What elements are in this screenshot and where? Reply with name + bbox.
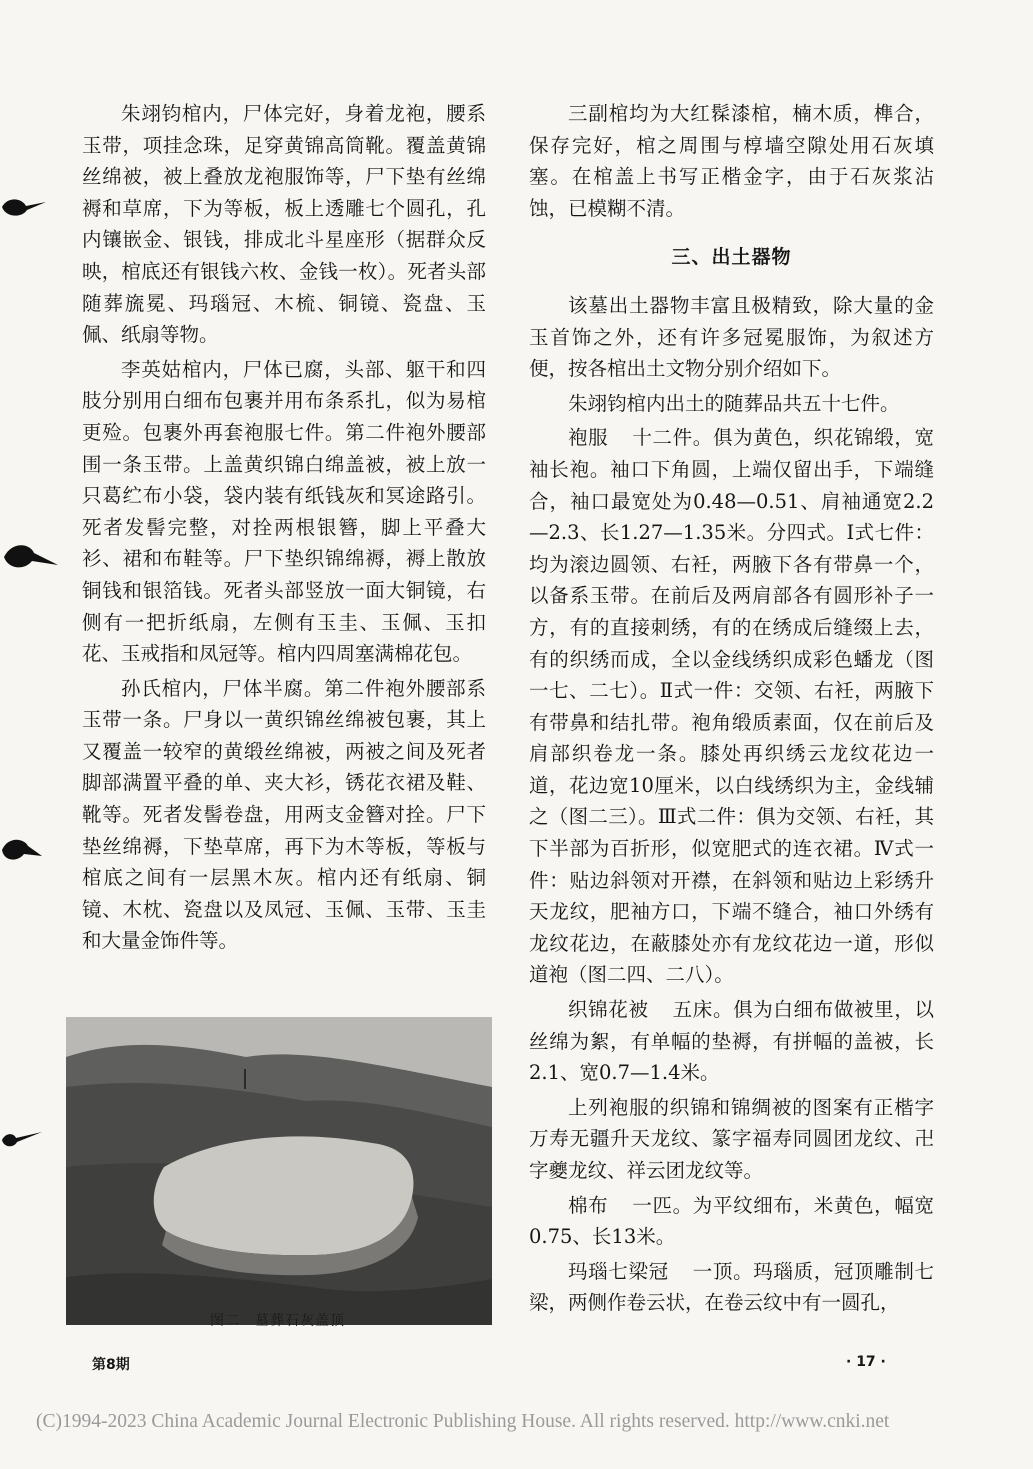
issue-number: 第8期: [92, 1357, 130, 1373]
margin-mark-1: [0, 192, 50, 222]
tomb-photo-image: [66, 1017, 492, 1325]
item-name: 棉布: [568, 1193, 609, 1217]
item-name: 袍服: [568, 426, 609, 450]
right-paragraph-2: 朱翊钧棺内出土的随葬品共五十七件。: [568, 391, 900, 415]
left-paragraph-3: 孙氏棺内，尸体半腐。第二件袍外腰部系玉带一条。尸身以一黄织锦丝绵被包裹，其上又覆盖一较窄的黄缎丝绵被，两被之间及死者脚部满置平叠的单、夹大衫，锈花衣裙及鞋、靴等。死者发髻卷盘，用两支金簪对拴。尸下垫丝绵褥，下垫草席，再下为木等板，等板与棺底之间有一层黑木灰。棺内还有纸扇、铜镜、木枕、瓷盘以及凤冠、玉佩、玉带、玉圭和大量金饰件等。: [82, 676, 486, 953]
item-name: 玛瑙七梁冠: [568, 1259, 669, 1283]
margin-mark-2: [0, 535, 62, 575]
margin-mark-4: [0, 1128, 44, 1152]
copyright-notice: (C)1994-2023 China Academic Journal Electronic Publishing House. All rights reserved. http://www.cnki.net: [36, 1411, 890, 1432]
right-paragraph-1: 该墓出土器物丰富且极精致，除大量的金玉首饰之外，还有许多冠冕服饰，为叙述方便，按各棺出土文物分别介绍如下。: [529, 293, 934, 381]
section-heading: 三、出土器物: [671, 246, 792, 269]
item-text: 十二件。俱为黄色，织花锦缎，宽袖长袍。袖口下角圆，上端仅留出手，下端缝合，袖口最宽处为0.48—0.51、肩袖通宽2.2—2.3、长1.27—1.35米。分四式。Ⅰ式七件：均为滚边圆领、右衽，两腋下各有带鼻一个，以备系玉带。在前后及两肩部各有圆形补子一方，有的直接刺绣，有的在绣成后缝缀上去，有的织绣而成，全以金线绣织成彩色蟠龙（图一七、二七）。Ⅱ式一件：交领、右衽，两腋下有带鼻和结扎带。袍角缎质素面，仅在前后及肩部织卷龙一条。膝处再织绣云龙纹花边一道，花边宽10厘米，以白线绣织为主，金线辅之（图二三）。Ⅲ式二件：俱为交领、右衽，其下半部为百折形，似宽肥式的连衣裙。Ⅳ式一件：贴边斜领对开襟，在斜领和贴边上彩绣升天龙纹，肥袖方口，下端不缝合，袖口外绣有龙纹花边，在蔽膝处亦有龙纹花边一道，形似道袍（图二四、二八）。: [529, 426, 934, 987]
left-paragraph-2: 李英姑棺内，尸体已腐，头部、躯干和四肢分别用白细布包裹并用布条系扎，似为易棺更殓。包裹外再套袍服七件。第二件袍外腰部围一条玉带。上盖黄织锦白绵盖被，被上放一只葛纻布小袋，袋内装有纸钱灰和冥途路引。死者发髻完整，对拴两根银簪，脚上平叠大衫、裙和布鞋等。尸下垫织锦绵褥，褥上散放铜钱和银箔钱。死者头部竖放一面大铜镜，右侧有一把折纸扇，左侧有玉圭、玉佩、玉扣花、玉戒指和凤冠等。棺内四周塞满棉花包。: [82, 357, 486, 666]
item-mianbu: [529, 1190, 934, 1253]
item-paofu: [529, 422, 934, 991]
figure-caption: 图二 墓葬石灰盖顶: [210, 1313, 345, 1329]
margin-mark-3: [0, 830, 46, 866]
item-text: 五床。俱为白细布做被里，以丝绵为絮，有单幅的垫褥，有拼幅的盖被，长2.1、宽0.7—1.4米。: [529, 998, 934, 1085]
item-text: 一顶。玛瑙质，冠顶雕制七梁，两侧作卷云状，在卷云纹中有一圆孔，: [529, 1259, 934, 1315]
item-manao-guan: [529, 1256, 934, 1319]
right-intro-paragraph: 三副棺均为大红髹漆棺，楠木质，榫合，保存完好，棺之周围与椁墙空隙处用石灰填塞。在棺盖上书写正楷金字，由于石灰浆沾蚀，已模糊不清。: [529, 102, 934, 220]
tomb-photo: [66, 1017, 492, 1325]
page-number: · 17 ·: [846, 1354, 886, 1370]
pattern-paragraph: 上列袍服的织锦和锦绸被的图案有正楷字万寿无疆升天龙纹、篆字福寿同圆团龙纹、卍字夔龙纹、祥云团龙纹等。: [529, 1095, 934, 1182]
left-column: [82, 98, 486, 960]
item-name: 织锦花被: [568, 998, 649, 1022]
right-column: [529, 98, 934, 1322]
item-text: 一匹。为平纹细布，米黄色，幅宽0.75、长13米。: [529, 1193, 934, 1249]
left-paragraph-1: 朱翊钧棺内，尸体完好，身着龙袍，腰系玉带，项挂念珠，足穿黄锦高筒靴。覆盖黄锦丝绵被，被上叠放龙袍服饰等，尸下垫有丝绵褥和草席，下为等板，板上透雕七个圆孔，孔内镶嵌金、银钱，排成北斗星座形（据群众反映，棺底还有银钱六枚、金钱一枚）。死者头部随葬旒冕、玛瑙冠、木梳、铜镜、瓷盘、玉佩、纸扇等物。: [82, 102, 486, 347]
item-zhijin-beizi: [529, 994, 934, 1089]
